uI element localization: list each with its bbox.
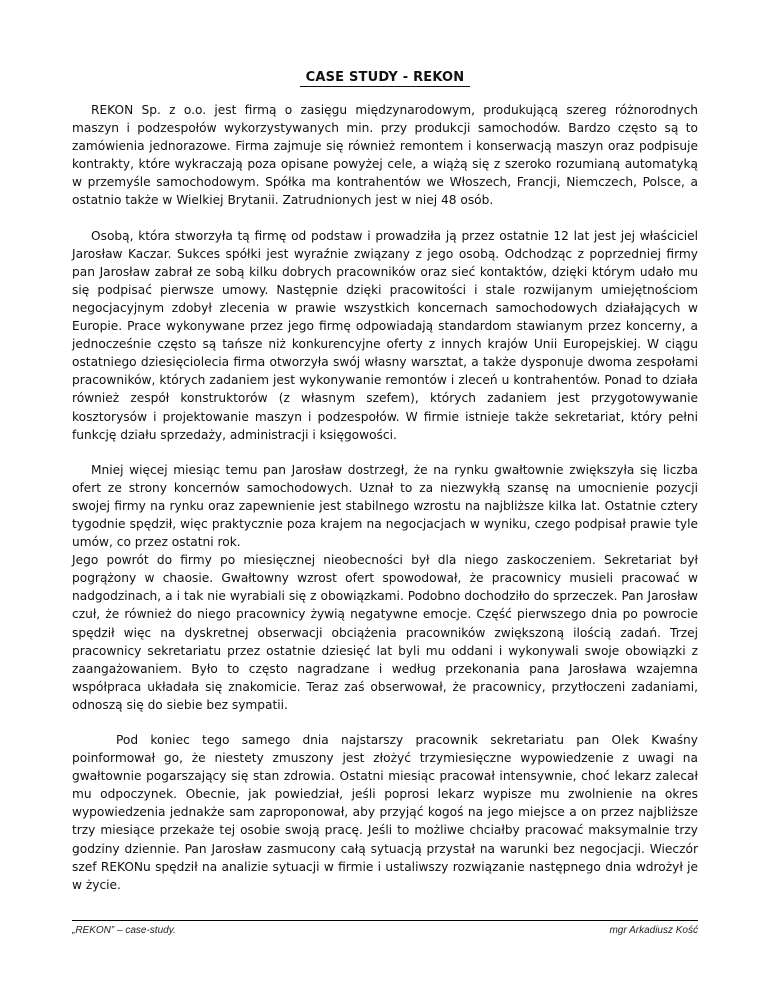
page-footer	[72, 920, 698, 936]
footer-left-text: „REKON” – case-study.	[72, 925, 176, 936]
document-page	[72, 66, 698, 894]
paragraph-owner-history: Osobą, która stworzyła tą firmę od podstaw i prowadziła ją przez ostatnie 12 lat jest jej właściciel Jarosław Kaczar. Sukces spółki jest wyraźnie związany z jego osobą. Odchodząc z poprzedniej firmy pan Jarosław zabrał ze sobą kilku dobrych pracowników oraz sieć kontaktów, dzięki którym udało mu się podpisać pierwsze umowy. Następnie dzięki pracowitości i stale rozwijanym umiejętnościom negocjacyjnym zdobył zlecenia w prawie wszystkich koncernach samochodowych działających w Europie. Prace wykonywane przez jego firmę odpowiadają standardom stawianym przez koncerny, a jednocześnie często są tańsze niż konkurencyjne oferty z innych krajów Unii Europejskiej. W ciągu ostatniego dziesięciolecia firma otworzyła swój własny warsztat, a także dysponuje dwoma zespołami pracowników, których zadaniem jest wykonywanie remontów i zleceń u kontrahentów. Ponad to działa również zespół konstruktorów (z własnym szefem), których zadaniem jest przygotowywanie kosztorysów i projektowanie maszyn i podzespołów. W firmie istnieje także sekretariat, który pełni funkcję działu sprzedaży, administracji i księgowości.	[72, 228, 698, 442]
footer-author: mgr Arkadiusz Kość	[609, 925, 698, 936]
paragraph-market-growth: Mniej więcej miesiąc temu pan Jarosław dostrzegł, że na rynku gwałtownie zwiększyła się liczba ofert ze strony koncernów samochodowych. Uznał to za niezwykłą szansę na umocnienie pozycji swojej firmy na rynku oraz zapewnienie jest stabilnego wzrostu na najbliższe kilka lat. Ostatnie cztery tygodnie spędził, więc praktycznie poza krajem na negocjacjach w wyniku, czego podpisał prawie tyle umów, co przez ostatni rok.	[72, 462, 698, 550]
title-container	[72, 66, 698, 87]
paragraph-resignation: Pod koniec tego samego dnia najstarszy pracownik sekretariatu pan Olek Kwaśny poinformował go, że niestety zmuszony jest złożyć trzymiesięczne wypowiedzenie z uwagi na gwałtownie pogarszający się stan zdrowia. Ostatni miesiąc pracował intensywnie, choć lekarz zalecał mu odpoczynek. Obecnie, jak powiedział, jeśli poprosi lekarz wypisze mu zwolnienie na okres wypowiedzenia jednakże sam zaproponował, aby przyjąć kogoś na jego miejsce a on przez najbliższe trzy miesiące przekaże tej osobie swoją pracę. Jeśli to możliwe chciałby pracować maksymalnie trzy godziny dziennie. Pan Jarosław zasmucony całą sytuacją przystał na warunki bez negocjacji. Wieczór szef REKONu spędził na analizie sytuacji w firmie i ustaliwszy rozwiązanie następnego dnia wdrożył je w życie.	[72, 733, 698, 892]
document-title: CASE STUDY - REKON	[300, 70, 471, 87]
paragraph-office-chaos: Jego powrót do firmy po miesięcznej nieobecności był dla niego zaskoczeniem. Sekretariat był pogrążony w chaosie. Gwałtowny wzrost ofert spowodował, że pracownicy musieli pracować w nadgodzinach, a i tak nie wyrabiali się z obowiązkami. Podobno dochodziło do sprzeczek. Pan Jarosław czuł, że również do niego pracownicy żywią negatywne emocje. Część pierwszego dnia po powrocie spędził więc na dyskretnej obserwacji obciążenia pracowników zwiększoną ilością zadań. Trzej pracownicy sekretariatu przez ostatnie dziesięć lat byli mu oddani i wykonywali swoje obowiązki z zaangażowaniem. Było to często nagradzane i według przekonania pana Jarosława wzajemna współpraca układała się znakomicie. Teraz zaś obserwował, że pracownicy, przytłoczeni zadaniami, odnoszą się do siebie bez sympatii.	[72, 553, 698, 712]
paragraph-company-intro: REKON Sp. z o.o. jest firmą o zasięgu międzynarodowym, produkującą szereg różnorodnych maszyn i podzespołów wykorzystywanych min. przy produkcji samochodów. Bardzo często są to zamówienia jednorazowe. Firma zajmuje się również remontem i konserwacją maszyn oraz podpisuje kontrakty, które wykraczają poza opisane powyżej cele, a wiążą się z szeroko rozumianą automatyką w przemyśle samochodowym. Spółka ma kontrahentów we Włoszech, Francji, Niemczech, Polsce, a ostatnio także w Wielkiej Brytanii. Zatrudnionych jest w niej 48 osób.	[72, 103, 698, 208]
